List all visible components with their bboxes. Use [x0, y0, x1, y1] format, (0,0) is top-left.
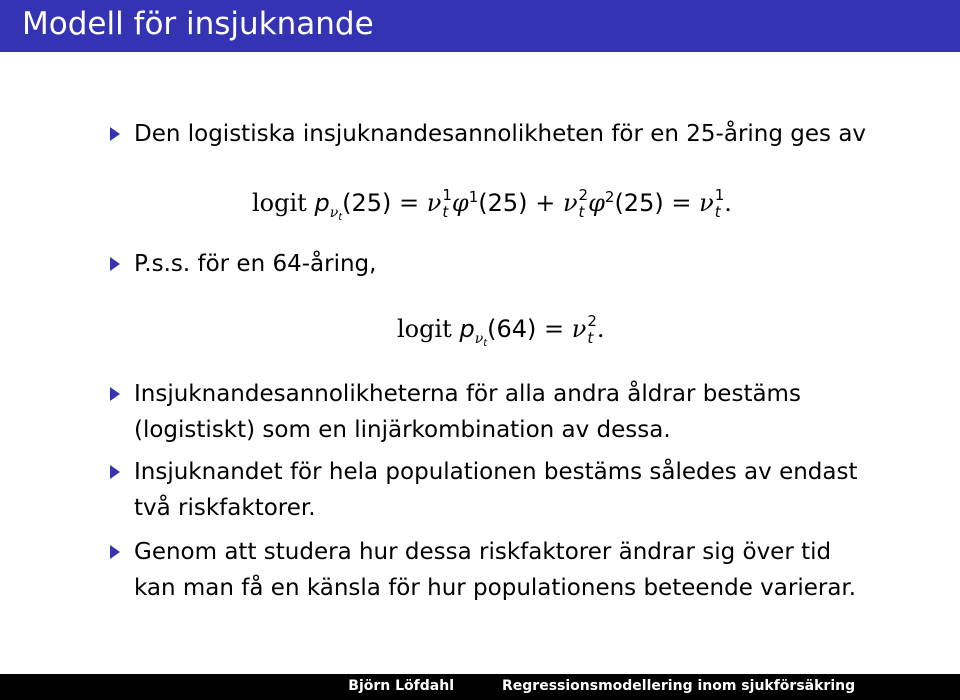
- equals-sign: =: [544, 315, 565, 343]
- bullet-text-2: P.s.s. för en 64-åring,: [134, 251, 377, 277]
- nu-symbol: ν: [571, 315, 587, 343]
- bullet-text-3b: (logistiskt) som en linjärkombination av dessa.: [134, 417, 671, 443]
- subscript-t: t: [578, 202, 585, 221]
- p-symbol: p: [459, 315, 475, 343]
- bullet-marker: [110, 127, 120, 141]
- logit-operator: logit: [397, 315, 452, 343]
- superscript: 1: [714, 185, 725, 204]
- bullet-marker: [110, 545, 120, 559]
- equation-logit-25: [252, 180, 732, 235]
- period: .: [724, 189, 732, 217]
- bullet-marker: [110, 257, 120, 271]
- argument: (64): [487, 315, 537, 343]
- footer-bar: [0, 674, 960, 700]
- footer-title: [480, 678, 960, 694]
- nu-subscript: ν: [474, 331, 484, 347]
- footer-author: [0, 678, 480, 694]
- subscript-t: t: [714, 202, 721, 221]
- argument: (25): [342, 189, 392, 217]
- phi-symbol: φ: [451, 189, 469, 217]
- bullet-text-5a: Genom att studera hur dessa riskfaktorer ändrar sig över tid: [134, 539, 832, 565]
- nu-symbol: ν: [426, 189, 442, 217]
- nu-subscript: ν: [329, 205, 339, 221]
- nu-symbol: ν: [562, 189, 578, 217]
- t-subscript: t: [483, 338, 488, 349]
- subscript-t: t: [442, 202, 449, 221]
- equation-logit-64: [397, 312, 605, 361]
- subscript-t: t: [587, 328, 594, 347]
- nu-symbol: ν: [699, 189, 714, 217]
- slide-title: Modell för insjuknande: [22, 6, 374, 42]
- bullet-text-4b: två riskfaktorer.: [134, 495, 316, 521]
- presentation-title: Regressionsmodellering inom sjukförsäkring: [502, 678, 856, 694]
- logit-operator: logit: [252, 189, 307, 217]
- plus-sign: +: [535, 189, 556, 217]
- bullet-marker: [110, 387, 120, 401]
- argument: (25): [478, 189, 528, 217]
- bullet-text-1: Den logistiska insjuknandesannolikheten för en 25-åring ges av: [134, 121, 867, 147]
- bullet-text-3a: Insjuknandesannolikheterna för alla andra åldrar bestäms: [134, 381, 801, 407]
- superscript: 1: [468, 188, 479, 206]
- bullet-text-5b: kan man få en känsla för hur populationens beteende varierar.: [134, 575, 857, 601]
- argument: (25): [614, 189, 664, 217]
- bullet-text-4a: Insjuknandet för hela populationen bestäms således av endast: [134, 459, 858, 485]
- p-symbol: p: [314, 189, 330, 217]
- superscript: 2: [604, 188, 615, 206]
- equals-sign: =: [671, 189, 692, 217]
- period: .: [596, 315, 605, 343]
- bullet-marker: [110, 465, 120, 479]
- author-name: Björn Löfdahl: [348, 678, 454, 694]
- superscript: 2: [578, 185, 589, 204]
- superscript: 1: [442, 185, 452, 204]
- equals-sign: =: [399, 189, 420, 217]
- phi-symbol: φ: [588, 189, 605, 217]
- t-subscript: t: [338, 212, 343, 223]
- superscript: 2: [587, 311, 597, 330]
